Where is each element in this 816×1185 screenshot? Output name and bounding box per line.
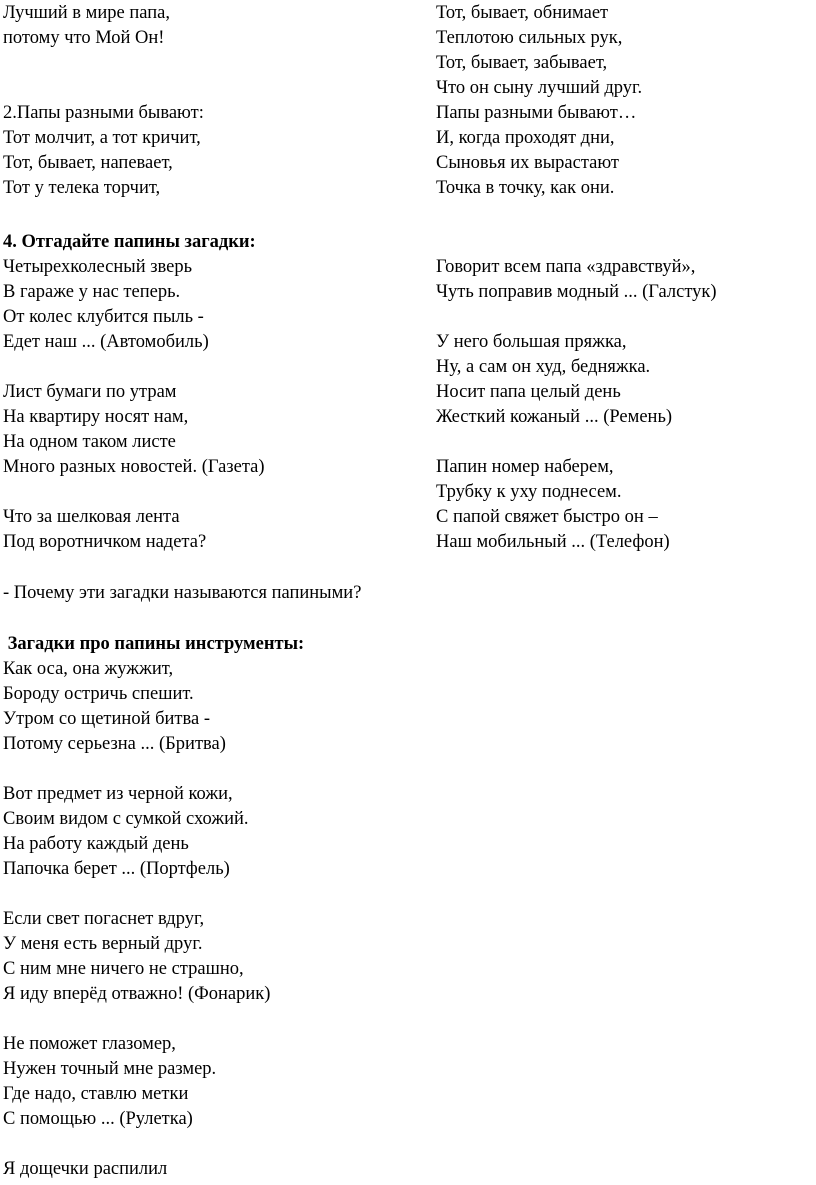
text-line: Как оса, она жужжит, — [3, 659, 174, 679]
text-line: Папин номер наберем, — [436, 457, 614, 477]
text-line: В гараже у нас теперь. — [3, 282, 181, 302]
text-line: 2.Папы разными бывают: — [3, 103, 204, 123]
blank-line — [3, 51, 403, 76]
poem-right-column — [436, 1, 811, 201]
blank-line — [3, 1007, 803, 1032]
blank-line — [3, 882, 803, 907]
text-line: Чуть поправив модный ... (Галстук) — [436, 282, 717, 302]
text-line: Трубку к уху поднесем. — [436, 482, 622, 502]
text-line: Наш мобильный ... (Телефон) — [436, 532, 670, 552]
text-line: Лучший в мире папа, — [3, 3, 170, 23]
text-line: Тот, бывает, забывает, — [436, 53, 608, 73]
blank-line — [3, 1132, 803, 1157]
text-line: Ну, а сам он худ, бедняжка. — [436, 357, 651, 377]
text-line: Тот у телека торчит, — [3, 178, 161, 198]
text-line: Бороду остричь спешит. — [3, 684, 194, 704]
text-line: Если свет погаснет вдруг, — [3, 909, 205, 929]
text-line: Сыновья их вырастают — [436, 153, 620, 173]
text-line: Лист бумаги по утрам — [3, 382, 177, 402]
text-line: Что он сыну лучший друг. — [436, 78, 643, 98]
section-heading: Загадки про папины инструменты: — [3, 634, 305, 654]
text-line: потому что Мой Он! — [3, 28, 165, 48]
riddles-heading — [3, 230, 423, 255]
text-line: Тот молчит, а тот кричит, — [3, 128, 201, 148]
text-line: Я дощечки распилил — [3, 1159, 168, 1179]
text-line: Тот, бывает, обнимает — [436, 3, 609, 23]
text-line: Едет наш ... (Автомобиль) — [3, 332, 209, 352]
text-line: Что за шелковая лента — [3, 507, 180, 527]
blank-line — [3, 76, 403, 101]
text-line: Где надо, ставлю метки — [3, 1084, 189, 1104]
text-line: У меня есть верный друг. — [3, 934, 203, 954]
text-line: Потому серьезна ... (Бритва) — [3, 734, 226, 754]
text-line: Жесткий кожаный ... (Ремень) — [436, 407, 673, 427]
text-line: С помощью ... (Рулетка) — [3, 1109, 193, 1129]
blank-line — [436, 430, 811, 455]
text-line: Вот предмет из черной кожи, — [3, 784, 233, 804]
tools-section — [3, 632, 803, 1182]
text-line: С папой свяжет быстро он – — [436, 507, 658, 527]
text-line: У него большая пряжка, — [436, 332, 627, 352]
text-line: Много разных новостей. (Газета) — [3, 457, 265, 477]
riddles-left-column — [3, 255, 423, 555]
text-line: Папы разными бывают… — [436, 103, 637, 123]
text-line: И, когда проходят дни, — [436, 128, 615, 148]
question-line: - Почему эти загадки называются папиными? — [3, 583, 362, 603]
text-line: Под воротничком надета? — [3, 532, 207, 552]
text-line: С ним мне ничего не страшно, — [3, 959, 244, 979]
text-line: Точка в точку, как они. — [436, 178, 615, 198]
text-line: Тот, бывает, напевает, — [3, 153, 173, 173]
riddles-right-column — [436, 255, 811, 555]
text-line: Утром со щетиной битва - — [3, 709, 210, 729]
poem-left-column — [3, 1, 403, 201]
text-line: Нужен точный мне размер. — [3, 1059, 217, 1079]
blank-line — [3, 757, 803, 782]
text-line: На работу каждый день — [3, 834, 189, 854]
text-line: Я иду вперёд отважно! (Фонарик) — [3, 984, 271, 1004]
text-line: На квартиру носят нам, — [3, 407, 189, 427]
text-line: Не поможет глазомер, — [3, 1034, 176, 1054]
text-line: Носит папа целый день — [436, 382, 621, 402]
question-block — [3, 581, 803, 606]
text-line: Своим видом с сумкой схожий. — [3, 809, 249, 829]
text-line: Говорит всем папа «здравствуй», — [436, 257, 696, 277]
text-line: На одном таком листе — [3, 432, 176, 452]
blank-line — [3, 355, 423, 380]
text-line: Четырехколесный зверь — [3, 257, 193, 277]
text-line: От колес клубится пыль - — [3, 307, 204, 327]
blank-line — [3, 480, 423, 505]
text-line: Папочка берет ... (Портфель) — [3, 859, 230, 879]
blank-line — [436, 305, 811, 330]
section-heading: 4. Отгадайте папины загадки: — [3, 232, 256, 252]
text-line: Теплотою сильных рук, — [436, 28, 623, 48]
